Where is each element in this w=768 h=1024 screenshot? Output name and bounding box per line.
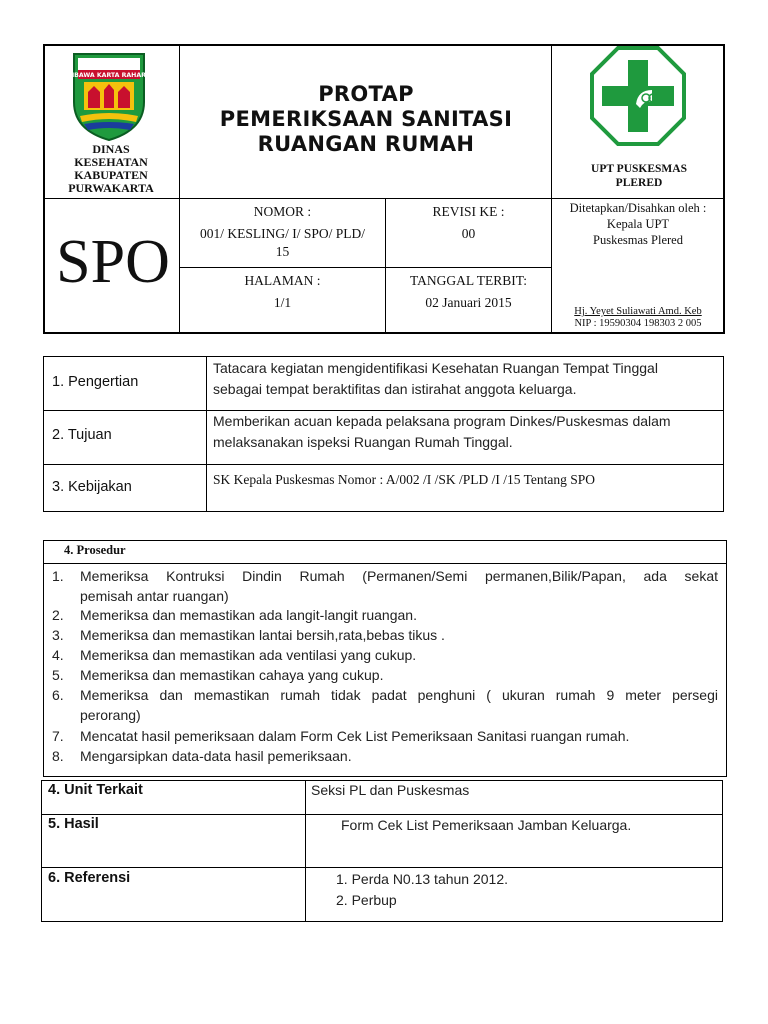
- row-value-pengertian: Tatacara kegiatan mengidentifikasi Kesehatan Ruangan Tempat Tinggal sebagai tempat beraktifitas dan istirahat anggota keluarga.: [213, 360, 658, 397]
- title-line: PEMERIKSAAN SANITASI: [219, 107, 513, 131]
- header-divider: [44, 198, 551, 199]
- puskesmas-logo: [590, 46, 686, 146]
- row-label-pengertian: 1. Pengertian: [52, 374, 139, 390]
- row-label-referensi: 6. Referensi: [48, 870, 131, 886]
- nomor-value: 15: [275, 244, 290, 259]
- nomor-label: NOMOR :: [253, 204, 312, 219]
- halaman-cell: [180, 272, 385, 312]
- halaman-value: 1/1: [273, 295, 292, 310]
- row-label-unit-terkait: 4. Unit Terkait: [48, 782, 143, 798]
- tanggal-label: TANGGAL TERBIT:: [409, 273, 528, 288]
- row-value-unit-terkait: Seksi PL dan Puskesmas: [311, 782, 470, 798]
- referensi-item: 2. Perbup: [336, 892, 397, 908]
- table-divider: [42, 867, 722, 868]
- halaman-label: HALAMAN :: [244, 273, 321, 288]
- approval-line: Puskesmas Plered: [593, 233, 683, 247]
- row-label-tujuan: 2. Tujuan: [52, 427, 112, 443]
- signer-name: Hj. Yeyet Suliawati Amd. Keb: [574, 306, 702, 317]
- approval-cell: [552, 200, 724, 248]
- row-value-kebijakan: SK Kepala Puskesmas Nomor : A/002 /I /SK /PLD /I /15 Tentang SPO: [213, 472, 596, 487]
- approval-line: Ditetapkan/Disahkan oleh :: [569, 201, 707, 215]
- approval-line: Kepala UPT: [606, 217, 670, 231]
- row-label-hasil: 5. Hasil: [48, 816, 99, 832]
- prosedur-item: 2. Memeriksa dan memastikan ada langit-langit ruangan.: [52, 607, 417, 623]
- table-divider: [206, 357, 207, 511]
- prosedur-item: 1. Memeriksa Kontruksi Dindin Rumah (Permanen/Semi permanen,Bilik/Papan, ada sekat pemisah antar ruangan): [52, 568, 718, 604]
- signer-block: [552, 306, 724, 330]
- org-right-name: UPT PUSKESMAS PLERED: [591, 163, 687, 189]
- spo-label: SPO: [56, 228, 170, 296]
- prosedur-item: 4. Memeriksa dan memastikan ada ventilasi yang cukup.: [52, 647, 417, 663]
- org-left-name: DINAS KESEHATAN KABUPATEN PURWAKARTA: [68, 142, 154, 195]
- revisi-label: REVISI KE :: [432, 204, 505, 219]
- table-divider: [44, 464, 723, 465]
- title-line: PROTAP: [318, 82, 414, 106]
- header-divider: [180, 267, 551, 268]
- nomor-cell: [180, 203, 385, 261]
- tanggal-value: 02 Januari 2015: [425, 295, 512, 310]
- title-line: RUANGAN RUMAH: [257, 132, 475, 156]
- row-value-referensi: [336, 869, 508, 911]
- prosedur-heading: 4. Prosedur: [64, 543, 126, 557]
- row-label-kebijakan: 3. Kebijakan: [52, 479, 132, 495]
- prosedur-item: 5. Memeriksa dan memastikan cahaya yang cukup.: [52, 667, 384, 683]
- prosedur-item: 7. Mencatat hasil pemeriksaan dalam Form Cek List Pemeriksaan Sanitasi ruangan rumah.: [52, 728, 630, 744]
- prosedur-item: 6. Memeriksa dan memastikan rumah tidak padat penghuni ( ukuran rumah 9 meter persegi perorang): [52, 687, 718, 723]
- document-title: [180, 82, 552, 157]
- prosedur-item: 8. Mengarsipkan data-data hasil pemeriksaan.: [52, 748, 352, 764]
- table-divider: [305, 781, 306, 921]
- header-divider: [552, 198, 724, 199]
- signer-nip: NIP : 19590304 198303 2 005: [574, 318, 702, 329]
- purwakarta-crest-logo: [65, 50, 153, 142]
- revisi-value: 00: [461, 226, 476, 241]
- referensi-item: 1. Perda N0.13 tahun 2012.: [336, 871, 509, 887]
- nomor-value: 001/ KESLING/ I/ SPO/ PLD/: [199, 226, 365, 241]
- prosedur-item: 3. Memeriksa dan memastikan lantai bersih,rata,bebas tikus .: [52, 627, 445, 643]
- prosedur-divider: [44, 563, 726, 564]
- revisi-cell: [386, 203, 551, 243]
- crest-motto: WIBAWA KARTA RAHARJA: [65, 72, 153, 79]
- tanggal-cell: [386, 272, 551, 312]
- row-value-hasil: Form Cek List Pemeriksaan Jamban Keluarga.: [341, 817, 632, 833]
- row-value-tujuan: Memberikan acuan kepada pelaksana program Dinkes/Puskesmas dalam melaksanakan ispeksi Ruangan Rumah Tinggal.: [213, 413, 671, 450]
